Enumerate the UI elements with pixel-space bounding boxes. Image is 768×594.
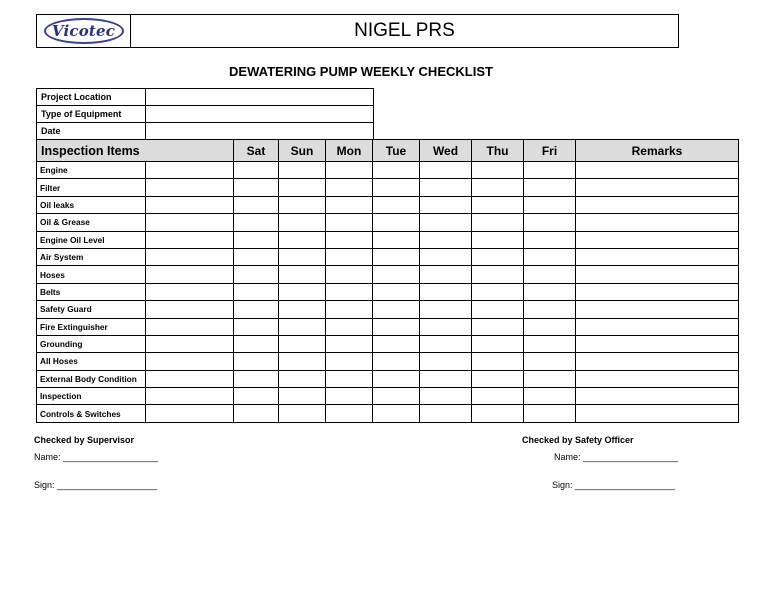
check-cell[interactable] [524, 266, 576, 283]
item-label: Grounding [37, 335, 146, 352]
check-cell[interactable] [146, 405, 234, 422]
check-cell[interactable] [279, 405, 326, 422]
check-cell[interactable] [472, 405, 524, 422]
check-cell[interactable] [472, 266, 524, 283]
logo-cell [37, 15, 131, 47]
check-cell[interactable] [373, 388, 420, 405]
item-label: All Hoses [37, 353, 146, 370]
check-cell[interactable] [326, 318, 373, 335]
check-cell[interactable] [326, 214, 373, 231]
check-cell[interactable] [472, 388, 524, 405]
check-cell[interactable] [373, 179, 420, 196]
check-cell[interactable] [420, 301, 472, 318]
check-cell[interactable] [472, 353, 524, 370]
remarks-cell[interactable] [576, 405, 739, 422]
column-header: Mon [326, 140, 373, 162]
remarks-cell[interactable] [576, 335, 739, 352]
checklist-row [37, 248, 739, 265]
check-cell[interactable] [420, 266, 472, 283]
column-header: Wed [420, 140, 472, 162]
check-cell[interactable] [420, 248, 472, 265]
check-cell[interactable] [524, 318, 576, 335]
check-cell[interactable] [420, 318, 472, 335]
remarks-cell[interactable] [576, 353, 739, 370]
info-value-cell[interactable] [146, 89, 374, 106]
check-cell[interactable] [420, 162, 472, 179]
check-cell[interactable] [524, 301, 576, 318]
check-cell[interactable] [279, 283, 326, 300]
info-row [37, 89, 374, 106]
check-cell[interactable] [146, 179, 234, 196]
check-cell[interactable] [146, 266, 234, 283]
column-header: Fri [524, 140, 576, 162]
check-cell[interactable] [279, 335, 326, 352]
check-cell[interactable] [234, 248, 279, 265]
remarks-cell[interactable] [576, 179, 739, 196]
info-label: Project Location [37, 89, 146, 106]
check-cell[interactable] [472, 214, 524, 231]
checklist-row [37, 179, 739, 196]
check-cell[interactable] [524, 388, 576, 405]
check-cell[interactable] [472, 162, 524, 179]
check-cell[interactable] [420, 214, 472, 231]
check-cell[interactable] [373, 162, 420, 179]
checklist-row [37, 335, 739, 352]
check-cell[interactable] [234, 301, 279, 318]
check-cell[interactable] [524, 335, 576, 352]
check-cell[interactable] [420, 353, 472, 370]
item-label: Controls & Switches [37, 405, 146, 422]
check-cell[interactable] [472, 231, 524, 248]
check-cell[interactable] [279, 301, 326, 318]
check-cell[interactable] [472, 370, 524, 387]
check-cell[interactable] [326, 179, 373, 196]
check-cell[interactable] [279, 179, 326, 196]
check-cell[interactable] [472, 179, 524, 196]
checklist-row [37, 162, 739, 179]
check-cell[interactable] [279, 353, 326, 370]
check-cell[interactable] [326, 388, 373, 405]
document-header [36, 14, 679, 48]
remarks-cell[interactable] [576, 196, 739, 213]
check-cell[interactable] [234, 283, 279, 300]
check-cell[interactable] [146, 388, 234, 405]
info-label: Type of Equipment [37, 106, 146, 123]
check-cell[interactable] [279, 318, 326, 335]
check-cell[interactable] [524, 196, 576, 213]
checklist-title: DEWATERING PUMP WEEKLY CHECKLIST [229, 64, 493, 79]
supervisor-heading: Checked by Supervisor [34, 435, 135, 445]
check-cell[interactable] [420, 370, 472, 387]
check-cell[interactable] [420, 388, 472, 405]
check-cell[interactable] [234, 335, 279, 352]
checklist-row [37, 196, 739, 213]
checklist-row [37, 353, 739, 370]
checklist-row [37, 231, 739, 248]
column-header [146, 140, 234, 162]
check-cell[interactable] [146, 196, 234, 213]
company-name: NIGEL PRS [354, 20, 455, 41]
check-cell[interactable] [524, 214, 576, 231]
remarks-cell[interactable] [576, 266, 739, 283]
check-cell[interactable] [326, 370, 373, 387]
remarks-cell[interactable] [576, 318, 739, 335]
item-label: Air System [37, 248, 146, 265]
safety-officer-heading: Checked by Safety Officer [522, 435, 634, 445]
check-cell[interactable] [234, 214, 279, 231]
check-cell[interactable] [279, 162, 326, 179]
check-cell[interactable] [373, 353, 420, 370]
item-label: Inspection [37, 388, 146, 405]
check-cell[interactable] [234, 196, 279, 213]
check-cell[interactable] [373, 196, 420, 213]
check-cell[interactable] [373, 370, 420, 387]
remarks-cell[interactable] [576, 301, 739, 318]
item-label: Oil & Grease [37, 214, 146, 231]
supervisor-name-field[interactable]: Name: ___________________ [34, 452, 159, 462]
check-cell[interactable] [524, 231, 576, 248]
check-cell[interactable] [472, 248, 524, 265]
check-cell[interactable] [146, 214, 234, 231]
check-cell[interactable] [234, 266, 279, 283]
check-cell[interactable] [373, 301, 420, 318]
check-cell[interactable] [326, 196, 373, 213]
check-cell[interactable] [373, 248, 420, 265]
check-cell[interactable] [146, 318, 234, 335]
check-cell[interactable] [234, 318, 279, 335]
check-cell[interactable] [420, 231, 472, 248]
item-label: Engine [37, 162, 146, 179]
column-header: Sat [234, 140, 279, 162]
column-header: Remarks [576, 140, 739, 162]
remarks-cell[interactable] [576, 248, 739, 265]
check-cell[interactable] [234, 231, 279, 248]
check-cell[interactable] [326, 162, 373, 179]
check-cell[interactable] [326, 266, 373, 283]
check-cell[interactable] [472, 283, 524, 300]
check-cell[interactable] [524, 248, 576, 265]
checklist-row [37, 283, 739, 300]
item-label: Fire Extinguisher [37, 318, 146, 335]
check-cell[interactable] [472, 196, 524, 213]
check-cell[interactable] [524, 162, 576, 179]
check-cell[interactable] [234, 370, 279, 387]
info-table [36, 88, 374, 140]
check-cell[interactable] [524, 405, 576, 422]
remarks-cell[interactable] [576, 370, 739, 387]
column-header: Sun [279, 140, 326, 162]
check-cell[interactable] [326, 335, 373, 352]
check-cell[interactable] [326, 301, 373, 318]
check-cell[interactable] [279, 388, 326, 405]
check-cell[interactable] [373, 214, 420, 231]
remarks-cell[interactable] [576, 388, 739, 405]
check-cell[interactable] [420, 405, 472, 422]
column-header: Inspection Items [37, 140, 146, 162]
check-cell[interactable] [279, 266, 326, 283]
check-cell[interactable] [373, 405, 420, 422]
check-cell[interactable] [326, 405, 373, 422]
check-cell[interactable] [146, 248, 234, 265]
check-cell[interactable] [420, 283, 472, 300]
checklist-row [37, 301, 739, 318]
check-cell[interactable] [279, 231, 326, 248]
check-cell[interactable] [472, 335, 524, 352]
check-cell[interactable] [472, 301, 524, 318]
info-value-cell[interactable] [146, 123, 374, 140]
check-cell[interactable] [234, 353, 279, 370]
inspection-table [36, 139, 739, 423]
item-label: Filter [37, 179, 146, 196]
check-cell[interactable] [279, 214, 326, 231]
check-cell[interactable] [420, 196, 472, 213]
check-cell[interactable] [373, 335, 420, 352]
check-cell[interactable] [472, 318, 524, 335]
check-cell[interactable] [524, 179, 576, 196]
check-cell[interactable] [326, 283, 373, 300]
checklist-row [37, 318, 739, 335]
info-row [37, 123, 374, 140]
check-cell[interactable] [373, 283, 420, 300]
check-cell[interactable] [373, 318, 420, 335]
check-cell[interactable] [279, 248, 326, 265]
remarks-cell[interactable] [576, 162, 739, 179]
column-header: Thu [472, 140, 524, 162]
item-label: Oil leaks [37, 196, 146, 213]
checklist-row [37, 214, 739, 231]
check-cell[interactable] [146, 301, 234, 318]
remarks-cell[interactable] [576, 214, 739, 231]
info-value-cell[interactable] [146, 106, 374, 123]
info-label: Date [37, 123, 146, 140]
check-cell[interactable] [524, 283, 576, 300]
check-cell[interactable] [234, 405, 279, 422]
check-cell[interactable] [146, 335, 234, 352]
check-cell[interactable] [234, 179, 279, 196]
info-row [37, 106, 374, 123]
item-label: External Body Condition [37, 370, 146, 387]
check-cell[interactable] [326, 231, 373, 248]
vicotec-logo: Vicotec [44, 18, 124, 44]
check-cell[interactable] [279, 196, 326, 213]
check-cell[interactable] [420, 335, 472, 352]
check-cell[interactable] [234, 388, 279, 405]
check-cell[interactable] [373, 266, 420, 283]
check-cell[interactable] [326, 353, 373, 370]
check-cell[interactable] [146, 283, 234, 300]
checklist-row [37, 405, 739, 422]
item-label: Safety Guard [37, 301, 146, 318]
check-cell[interactable] [524, 370, 576, 387]
remarks-cell[interactable] [576, 231, 739, 248]
check-cell[interactable] [326, 248, 373, 265]
check-cell[interactable] [524, 353, 576, 370]
checklist-row [37, 388, 739, 405]
checklist-row [37, 266, 739, 283]
check-cell[interactable] [146, 231, 234, 248]
safety-officer-name-field[interactable]: Name: ___________________ [554, 452, 679, 462]
column-header: Tue [373, 140, 420, 162]
checklist-row [37, 370, 739, 387]
check-cell[interactable] [234, 162, 279, 179]
check-cell[interactable] [279, 370, 326, 387]
check-cell[interactable] [146, 370, 234, 387]
safety-officer-sign-field[interactable]: Sign: ____________________ [552, 480, 676, 490]
item-label: Hoses [37, 266, 146, 283]
supervisor-sign-field[interactable]: Sign: ____________________ [34, 480, 158, 490]
check-cell[interactable] [146, 353, 234, 370]
item-label: Engine Oil Level [37, 231, 146, 248]
check-cell[interactable] [373, 231, 420, 248]
check-cell[interactable] [146, 162, 234, 179]
item-label: Belts [37, 283, 146, 300]
check-cell[interactable] [420, 179, 472, 196]
remarks-cell[interactable] [576, 283, 739, 300]
